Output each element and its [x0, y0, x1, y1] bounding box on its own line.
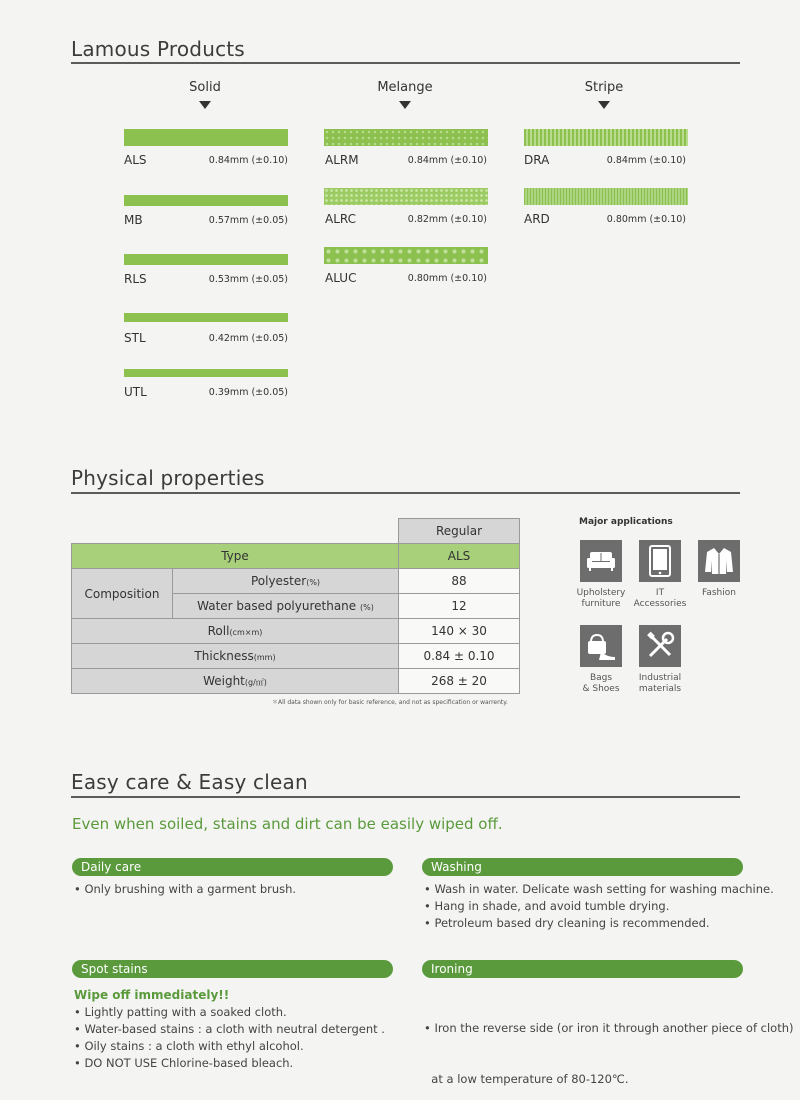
list-item: • Iron the reverse side (or iron it through another piece of cloth): [424, 1021, 794, 1035]
triangle-down-icon: [399, 101, 411, 109]
weight-value: 268 ± 20: [399, 669, 520, 694]
jacket-icon: [698, 540, 740, 582]
weight-label: Weight: [203, 674, 245, 688]
pu-unit: (%): [360, 603, 374, 612]
list-item: • DO NOT USE Chlorine-based bleach.: [74, 1056, 294, 1070]
list-item: • Water-based stains : a cloth with neutral detergent .: [74, 1022, 385, 1036]
products-title: Lamous Products: [71, 37, 245, 61]
products-rule: [71, 62, 740, 64]
product-dim: 0.84mm (±0.10): [208, 155, 288, 166]
data-note: ＊All data shown only for basic reference, and not as specification or warrenty.: [272, 699, 508, 706]
applications-title: Major applications: [579, 517, 673, 527]
list-item: • Lightly patting with a soaked cloth.: [74, 1005, 287, 1019]
product-name: ALRC: [325, 212, 357, 226]
swatch-als: [124, 129, 288, 146]
swatch-aluc: [324, 247, 488, 264]
weight-label-cell: [72, 669, 399, 694]
list-item: • Petroleum based dry cleaning is recommended.: [424, 916, 710, 930]
product-name: MB: [124, 213, 143, 227]
empty-cell: [72, 519, 399, 544]
daily-care-banner: Daily care: [72, 858, 393, 876]
roll-label-cell: [72, 619, 399, 644]
physical-title: Physical properties: [71, 466, 265, 490]
app-label-bags: Bags & Shoes: [582, 673, 620, 694]
roll-unit: (cm×m): [229, 628, 263, 637]
swatch-dra: [524, 129, 688, 146]
washing-list: [424, 881, 774, 932]
product-name: ALRM: [325, 153, 359, 167]
product-dim: 0.80mm (±0.10): [606, 214, 686, 225]
product-name: ALS: [124, 153, 147, 167]
spot-stains-banner: Spot stains: [72, 960, 393, 978]
app-label-fashion: Fashion: [702, 588, 736, 598]
product-dim: 0.82mm (±0.10): [407, 214, 487, 225]
thickness-unit: (mm): [253, 653, 276, 662]
tablet-icon: [639, 540, 681, 582]
properties-table: [71, 518, 520, 694]
col-head-melange: Melange: [377, 80, 433, 95]
pu-value: 12: [399, 594, 520, 619]
swatch-utl: [124, 369, 288, 377]
app-label-upholstery: Upholstery furniture: [576, 588, 626, 609]
spot-stains-subtitle: Wipe off immediately!!: [74, 988, 230, 1002]
product-name: STL: [124, 331, 146, 345]
care-lead: Even when soiled, stains and dirt can be easily wiped off.: [72, 815, 503, 833]
app-label-industrial: Industrial materials: [638, 673, 682, 694]
composition-label: Composition: [72, 569, 173, 619]
list-item: at a low temperature of 80-120℃.: [424, 1072, 629, 1086]
product-dim: 0.84mm (±0.10): [606, 155, 686, 166]
product-name: DRA: [524, 153, 550, 167]
product-dim: 0.57mm (±0.05): [208, 215, 288, 226]
swatch-mb: [124, 195, 288, 206]
roll-value: 140 × 30: [399, 619, 520, 644]
list-item: • Only brushing with a garment brush.: [74, 882, 297, 896]
type-value: ALS: [399, 544, 520, 569]
ironing-list: [424, 986, 794, 1100]
thickness-label-cell: [72, 644, 399, 669]
polyester-label-cell: [173, 569, 399, 594]
thickness-label: Thickness: [194, 649, 254, 663]
care-title: Easy care & Easy clean: [71, 770, 308, 794]
header-regular: Regular: [399, 519, 520, 544]
product-dim: 0.39mm (±0.05): [208, 387, 288, 398]
ironing-banner: Ironing: [422, 960, 743, 978]
product-name: ALUC: [325, 271, 357, 285]
col-head-stripe: Stripe: [584, 80, 624, 95]
swatch-stl: [124, 313, 288, 322]
sofa-icon: [580, 540, 622, 582]
washing-banner: Washing: [422, 858, 743, 876]
col-head-solid: Solid: [189, 80, 221, 95]
triangle-down-icon: [598, 101, 610, 109]
pu-label: Water based polyurethane: [197, 599, 357, 613]
roll-label: Roll: [207, 624, 230, 638]
weight-unit: (g/㎡): [244, 678, 267, 687]
swatch-rls: [124, 254, 288, 265]
bag-shoe-icon: [580, 625, 622, 667]
physical-rule: [71, 492, 740, 494]
polyester-unit: (%): [306, 578, 321, 587]
product-dim: 0.53mm (±0.05): [208, 274, 288, 285]
list-item: • Hang in shade, and avoid tumble drying.: [424, 899, 670, 913]
list-item: • Oily stains : a cloth with ethyl alcohol.: [74, 1039, 304, 1053]
daily-care-list: [74, 881, 296, 898]
spot-stains-list: [74, 1004, 385, 1072]
product-name: RLS: [124, 272, 147, 286]
product-name: ARD: [524, 212, 550, 226]
thickness-value: 0.84 ± 0.10: [399, 644, 520, 669]
polyester-value: 88: [399, 569, 520, 594]
product-dim: 0.80mm (±0.10): [407, 273, 487, 284]
swatch-ard: [524, 188, 688, 205]
tools-icon: [639, 625, 681, 667]
pu-label-cell: [173, 594, 399, 619]
list-item: • Wash in water. Delicate wash setting for washing machine.: [424, 882, 774, 896]
triangle-down-icon: [199, 101, 211, 109]
product-dim: 0.84mm (±0.10): [407, 155, 487, 166]
product-name: UTL: [124, 385, 147, 399]
type-label: Type: [72, 544, 399, 569]
care-rule: [71, 796, 740, 798]
product-dim: 0.42mm (±0.05): [208, 333, 288, 344]
polyester-label: Polyester: [250, 574, 307, 588]
app-label-it: IT Accessories: [633, 588, 687, 609]
swatch-alrc: [324, 188, 488, 205]
swatch-alrm: [324, 129, 488, 146]
